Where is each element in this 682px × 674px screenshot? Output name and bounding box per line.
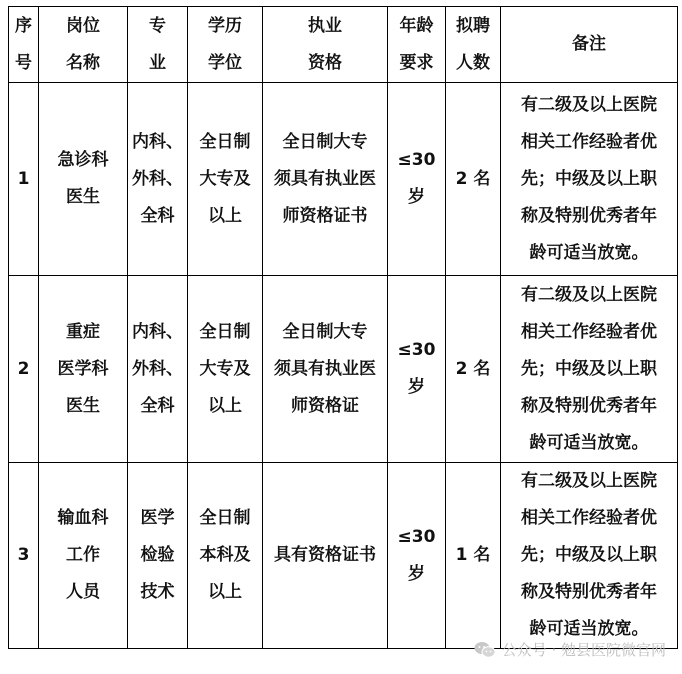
cell-major bbox=[128, 83, 188, 276]
cell-line: 年龄 bbox=[399, 15, 434, 36]
cell-line: 执业 bbox=[308, 15, 342, 36]
cell-line: 龄可适当放宽。 bbox=[529, 432, 649, 453]
cell-position bbox=[39, 463, 128, 649]
cell-line: ≤30 bbox=[397, 340, 436, 360]
cell-line: 岁 bbox=[408, 563, 425, 584]
cell-line: 工作 bbox=[66, 545, 100, 565]
cell-line: 龄可适当放宽。 bbox=[529, 242, 649, 263]
cell-no bbox=[9, 276, 39, 463]
header-cell-note bbox=[501, 7, 678, 83]
header-cell-position bbox=[39, 7, 128, 83]
cell-line: 以上 bbox=[208, 395, 242, 416]
cell-line: 全日制 bbox=[199, 131, 251, 152]
cell-line: 序 bbox=[15, 15, 32, 36]
cell-line: 龄可适当放宽。 bbox=[529, 619, 649, 639]
cell-education bbox=[188, 83, 263, 276]
cell-line: 先；中级及以上职 bbox=[521, 168, 657, 189]
cell-count bbox=[446, 276, 501, 463]
cell-line: 2 名 bbox=[455, 358, 491, 379]
cell-line: 岗位 bbox=[66, 15, 100, 36]
cell-position bbox=[39, 276, 128, 463]
cell-line: 要求 bbox=[399, 52, 434, 73]
header-cell-age bbox=[388, 7, 446, 83]
cell-education bbox=[188, 463, 263, 649]
cell-line: 人数 bbox=[456, 52, 490, 73]
cell-line: 相关工作经验者优 bbox=[521, 131, 657, 152]
table-row bbox=[9, 83, 678, 276]
cell-count bbox=[446, 463, 501, 649]
cell-count bbox=[446, 83, 501, 276]
cell-line: 医学科 bbox=[57, 358, 109, 379]
cell-line: 检验 bbox=[140, 545, 175, 565]
cell-line: 专 bbox=[149, 15, 166, 36]
cell-line: 资格 bbox=[308, 52, 342, 73]
cell-age bbox=[388, 83, 446, 276]
cell-line: 称及特别优秀者年 bbox=[521, 582, 657, 602]
cell-line: 有二级及以上医院 bbox=[521, 284, 657, 305]
header-cell-no bbox=[9, 7, 39, 83]
cell-line: 外科、 bbox=[132, 168, 183, 189]
cell-line: 2 名 bbox=[455, 168, 491, 189]
cell-line: 2 bbox=[17, 358, 30, 379]
cell-line: 相关工作经验者优 bbox=[521, 321, 657, 342]
cell-no bbox=[9, 463, 39, 649]
header-cell-education bbox=[188, 7, 263, 83]
cell-line: 外科、 bbox=[132, 358, 183, 379]
header-cell-count bbox=[446, 7, 501, 83]
cell-line: 备注 bbox=[572, 34, 606, 54]
cell-line: 相关工作经验者优 bbox=[521, 508, 657, 528]
cell-major bbox=[128, 276, 188, 463]
cell-line: 全科 bbox=[140, 395, 175, 416]
cell-line: 人员 bbox=[66, 582, 100, 602]
cell-line: 师资格证 bbox=[291, 395, 359, 416]
cell-line: 先；中级及以上职 bbox=[521, 358, 657, 379]
cell-qualification bbox=[263, 276, 388, 463]
cell-line: 以上 bbox=[208, 205, 242, 226]
cell-line: 拟聘 bbox=[456, 15, 490, 36]
wechat-icon bbox=[474, 641, 496, 659]
cell-line: 内科、 bbox=[132, 131, 183, 152]
cell-line: 1 名 bbox=[455, 545, 491, 565]
cell-age bbox=[388, 463, 446, 649]
recruitment-table bbox=[8, 6, 678, 649]
cell-position bbox=[39, 83, 128, 276]
cell-no bbox=[9, 83, 39, 276]
cell-line: 以上 bbox=[208, 582, 242, 602]
cell-line: 全科 bbox=[140, 205, 175, 226]
cell-line: 医生 bbox=[66, 395, 100, 416]
cell-line: 须具有执业医 bbox=[274, 358, 376, 379]
cell-qualification bbox=[263, 463, 388, 649]
cell-line: 须具有执业医 bbox=[274, 168, 376, 189]
header-cell-qualification bbox=[263, 7, 388, 83]
cell-education bbox=[188, 276, 263, 463]
cell-line: 医生 bbox=[66, 187, 100, 207]
cell-qualification bbox=[263, 83, 388, 276]
cell-line: 有二级及以上医院 bbox=[521, 94, 657, 115]
cell-line: 学位 bbox=[208, 52, 242, 73]
cell-major bbox=[128, 463, 188, 649]
table-row bbox=[9, 463, 678, 649]
cell-line: 称及特别优秀者年 bbox=[521, 205, 657, 226]
watermark-text: 公众号 · 勉县医院微官网 bbox=[501, 641, 666, 659]
cell-line: 全日制大专 bbox=[282, 321, 368, 342]
cell-line: 名称 bbox=[66, 52, 100, 73]
cell-line: 输血科 bbox=[57, 508, 109, 528]
cell-line: 重症 bbox=[66, 321, 100, 342]
cell-age bbox=[388, 276, 446, 463]
cell-note bbox=[501, 83, 678, 276]
cell-line: 1 bbox=[17, 168, 30, 189]
cell-line: ≤30 bbox=[397, 526, 436, 547]
cell-line: 急诊科 bbox=[57, 150, 109, 170]
cell-line: 本科及 bbox=[199, 545, 251, 565]
cell-note bbox=[501, 276, 678, 463]
cell-line: 有二级及以上医院 bbox=[521, 471, 657, 491]
cell-line: 岁 bbox=[408, 187, 425, 207]
cell-line: 技术 bbox=[140, 582, 175, 602]
cell-line: 号 bbox=[15, 52, 32, 73]
cell-line: 学历 bbox=[208, 15, 242, 36]
cell-line: 岁 bbox=[408, 377, 425, 397]
cell-line: 具有资格证书 bbox=[274, 545, 376, 565]
cell-line: 全日制 bbox=[199, 508, 251, 528]
cell-line: 全日制 bbox=[199, 321, 251, 342]
cell-line: 3 bbox=[17, 545, 30, 565]
watermark bbox=[474, 639, 666, 660]
cell-line: 内科、 bbox=[132, 321, 183, 342]
cell-line: 全日制大专 bbox=[282, 131, 368, 152]
cell-line: ≤30 bbox=[397, 150, 436, 170]
cell-line: 大专及 bbox=[199, 168, 251, 189]
cell-line: 医学 bbox=[140, 508, 175, 528]
cell-note bbox=[501, 463, 678, 649]
cell-line: 师资格证书 bbox=[282, 205, 368, 226]
cell-line: 业 bbox=[149, 52, 166, 73]
table-row bbox=[9, 276, 678, 463]
header-cell-major bbox=[128, 7, 188, 83]
cell-line: 称及特别优秀者年 bbox=[521, 395, 657, 416]
cell-line: 大专及 bbox=[199, 358, 251, 379]
table-header-row bbox=[9, 7, 678, 83]
cell-line: 先；中级及以上职 bbox=[521, 545, 657, 565]
